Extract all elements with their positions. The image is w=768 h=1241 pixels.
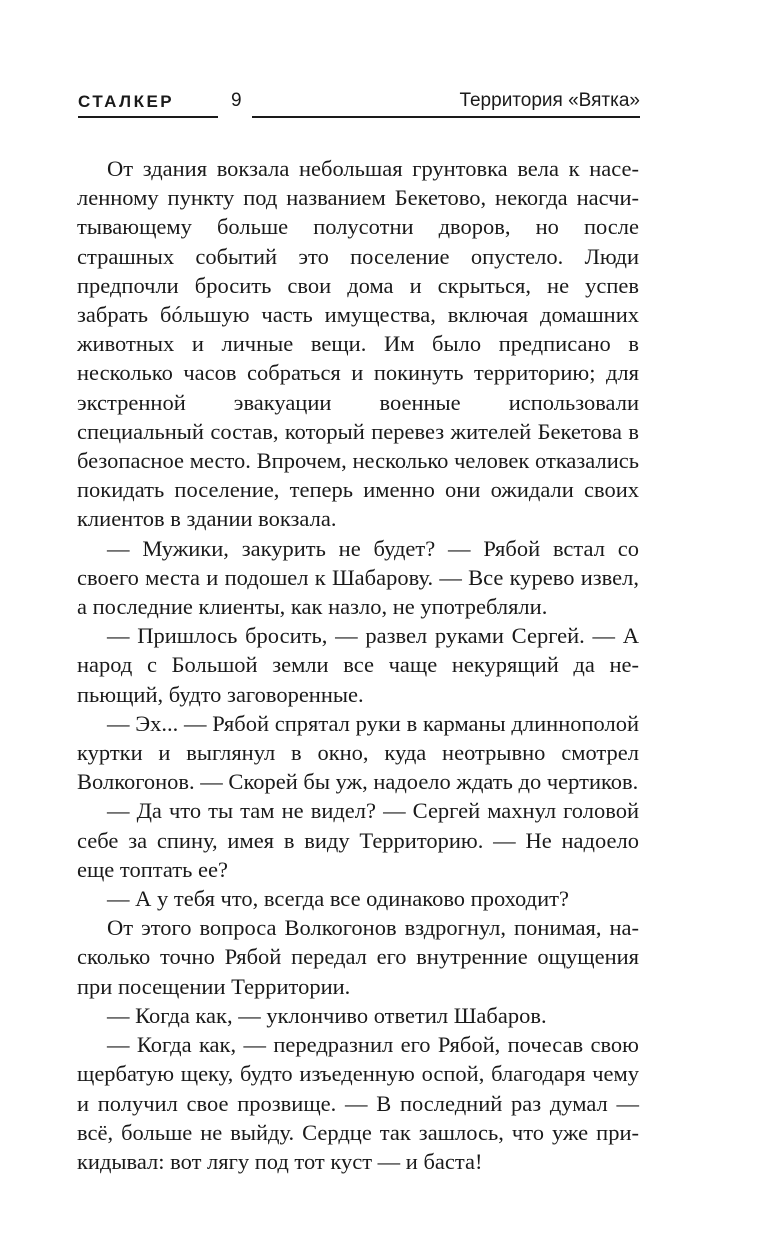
paragraph: — Пришлось бросить, — развел руками Сергей. — А народ с Большой земли все чаще некурящий да непьющий, будто заговоренные.	[77, 623, 639, 707]
body-text	[77, 154, 639, 1176]
running-title: Территория «Вятка»	[459, 90, 640, 111]
paragraph: — Мужики, закурить не будет? — Рябой встал со своего места и подошел к Шабарову. — Все курево извел, а последние клиенты, как назло, не употребляли.	[77, 535, 639, 620]
page-number: 9	[231, 90, 242, 111]
paragraph: — А у тебя что, всегда все одинаково проходит?	[107, 886, 569, 912]
paragraph: От здания вокзала небольшая грунтовка вела к населенному пункту под названием Бекетово, некогда насчитывающему больше полусотни дворов, но после страшных событий это поселение опустело. Люди предпочли бросить свои дома и скрыться, не успев забрать бóльшую часть имущества, включая домашних животных и личные вещи. Им было предписано в несколько часов собраться и покинуть территорию; для экстренной эвакуации военные использовали специальный состав, который перевез жителей Бекетова в безопасное место. Впрочем, несколько человек отказались покидать поселение, теперь именно они ожидали своих клиентов в здании вокзала.	[77, 156, 639, 532]
header-rule-right	[252, 116, 640, 118]
series-title: СТАЛКЕР	[78, 92, 175, 111]
page-header	[78, 90, 640, 120]
paragraph: От этого вопроса Волкогонов вздрогнул, понимая, насколько точно Рябой передал его внутренние ощущения при посещении Территории.	[77, 915, 639, 999]
header-rule-left	[78, 116, 218, 118]
paragraph: — Когда как, — передразнил его Рябой, почесав свою щербатую щеку, будто изъеденную оспой, благодаря чему и получил свое прозвище. — В последний раз думал — всё, больше не выйду. Сердце так зашлось, что уже прикидывал: вот лягу под тот куст — и баста!	[77, 1032, 639, 1174]
paragraph: — Эх... — Рябой спрятал руки в карманы длиннополой куртки и выглянул в окно, куда неотрывно смотрел Волкогонов. — Скорей бы уж, надоело ждать до чертиков.	[77, 710, 639, 795]
paragraph: — Когда как, — уклончиво ответил Шабаров.	[107, 1002, 547, 1028]
paragraph: — Да что ты там не видел? — Сергей махнул головой себе за спину, имея в виду Территорию. — Не надоело еще топтать ее?	[77, 798, 639, 882]
